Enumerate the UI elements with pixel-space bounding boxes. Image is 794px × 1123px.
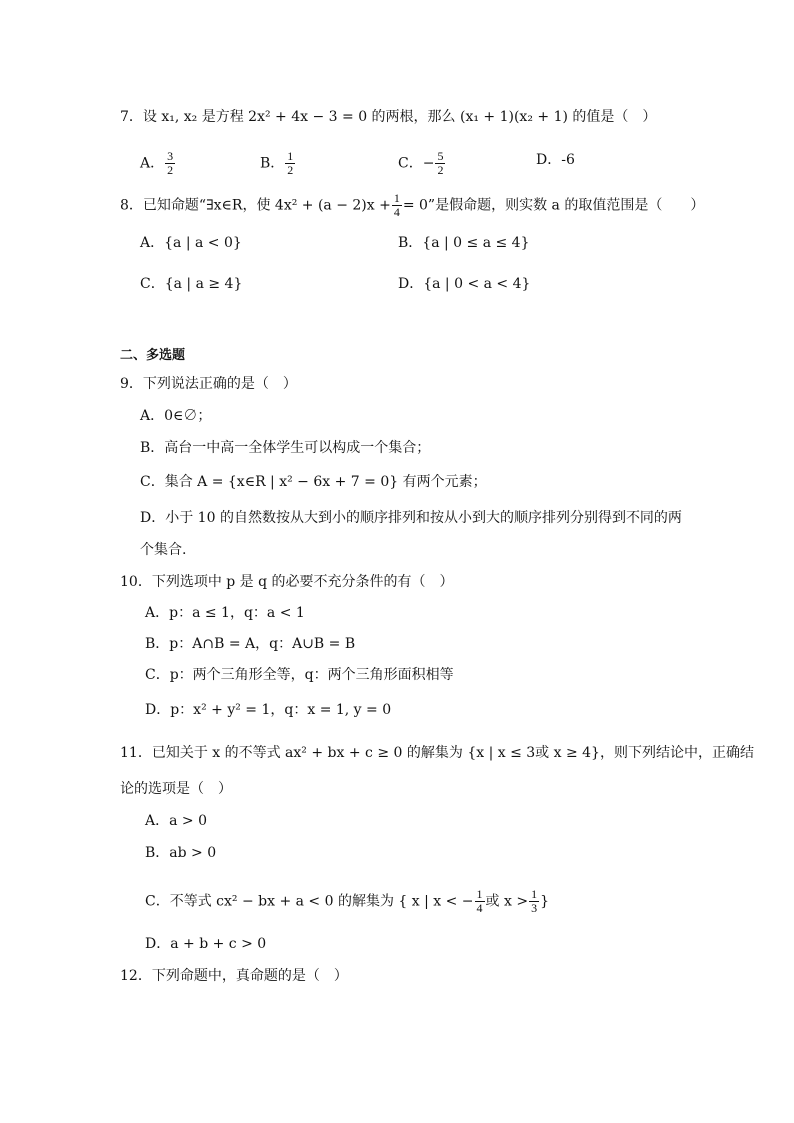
q10-stem: 10．下列选项中 p 是 q 的必要不充分条件的有（ ）	[120, 574, 454, 590]
q8-option-a: A．{a | a < 0}	[140, 235, 242, 251]
q11-stem-line2: 论的选项是（ ）	[120, 781, 232, 797]
q9-option-d-line1: D．小于 10 的自然数按从大到小的顺序排列和按从小到大的顺序排列分别得到不同的两	[140, 510, 682, 526]
q7-option-b: B． $\frac{1}{2}$	[260, 149, 294, 177]
q8-option-c: C．{a | a ≥ 4}	[140, 276, 243, 292]
q7-option-a: A． $\frac{3}{2}$	[140, 149, 174, 177]
q9-option-c: C．集合 A = {x∈R | x² − 6x + 7 = 0} 有两个元素；	[140, 474, 487, 490]
q11-stem-line1: 11．已知关于 x 的不等式 ax² + bx + c ≥ 0 的解集为 {x | x ≤ 3或 x ≥ 4}，则下列结论中，正确结	[120, 745, 754, 761]
q9-stem: 9．下列说法正确的是（ ）	[120, 376, 297, 392]
q9-option-a: A．0∈∅；	[140, 408, 212, 424]
q10-option-b: B．p：A∩B = A，q：A∪B = B	[145, 636, 356, 652]
q9-option-d-line2: 个集合.	[140, 542, 187, 558]
q7-stem: 7．设 x₁, x₂ 是方程 2x² + 4x − 3 = 0 的两根，那么 (x₁ + 1)(x₂ + 1) 的值是（ ）	[120, 109, 657, 125]
q11-option-b: B．ab > 0	[145, 845, 217, 861]
q11-option-a: A．a > 0	[145, 813, 207, 829]
q8-option-b: B．{a | 0 ≤ a ≤ 4}	[398, 235, 530, 251]
q11-option-d: D．a + b + c > 0	[145, 936, 267, 952]
q7-option-c: C．− $\frac{5}{2}$	[398, 149, 444, 177]
q10-option-d: D．p：x² + y² = 1，q：x = 1, y = 0	[145, 702, 392, 718]
q11-option-c: C．不等式 cx² − bx + a < 0 的解集为 { x | x < − $\frac{1}{4}$ 或 x > $\frac{1}{3}$ }	[145, 887, 549, 915]
q10-option-c: C．p：两个三角形全等，q：两个三角形面积相等	[145, 667, 454, 683]
q7-option-d: D．-6	[536, 152, 575, 168]
section-heading: 二、多选题	[120, 348, 186, 363]
q12-stem: 12．下列命题中，真命题的是（ ）	[120, 968, 348, 984]
q8-stem: 8．已知命题“∃x∈R，使 4x² + (a − 2)x + $\frac{1}{4}$ = 0”是假命题，则实数 a 的取值范围是（ ）	[120, 191, 705, 219]
q9-option-b: B．高台一中高一全体学生可以构成一个集合；	[140, 440, 431, 456]
q8-option-d: D．{a | 0 < a < 4}	[398, 276, 531, 292]
q10-option-a: A．p：a ≤ 1，q：a < 1	[145, 605, 305, 621]
